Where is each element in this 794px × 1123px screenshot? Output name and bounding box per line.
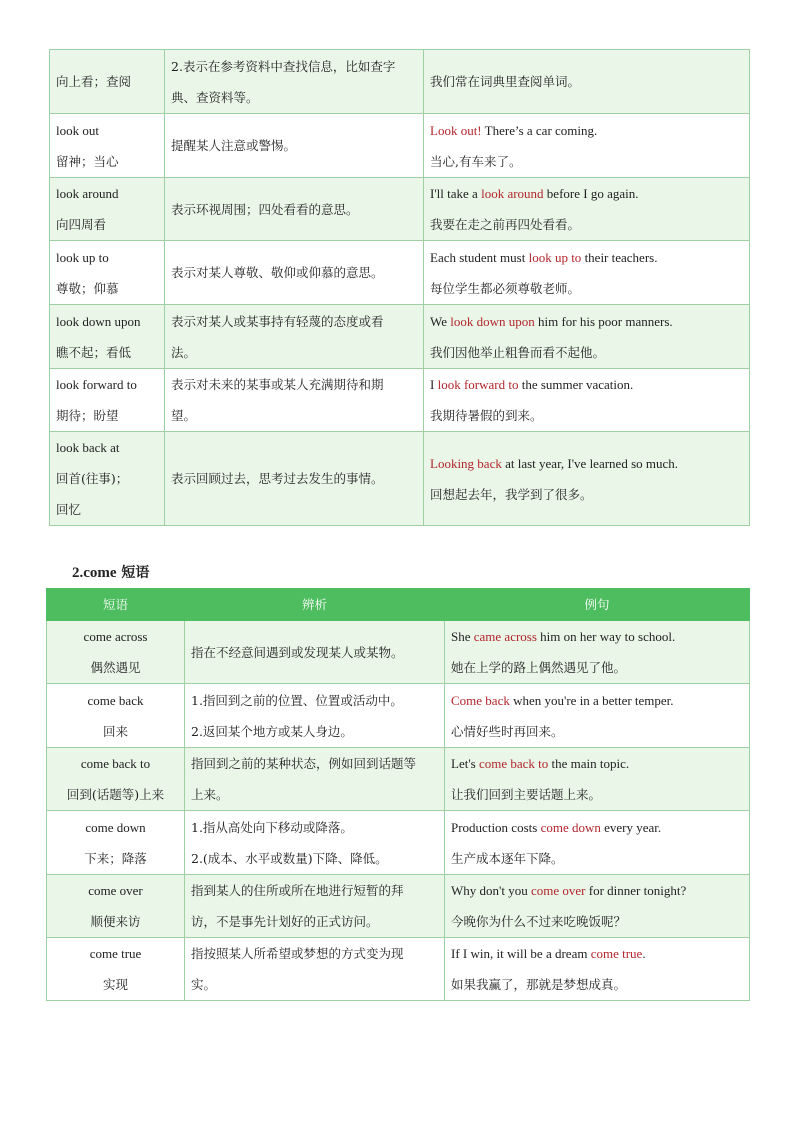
phrase-chinese: 向四周看 [56, 217, 107, 232]
highlighted-phrase: look around [481, 186, 544, 201]
meaning-line: 1.指从高处向下移动或降落。 [191, 819, 353, 835]
example-english [430, 369, 743, 400]
example-text: him on her way to school. [536, 629, 676, 644]
phrase-english: come true [89, 946, 142, 961]
example-text: Let's [451, 756, 479, 771]
meaning-cell [165, 369, 424, 432]
example-english [451, 621, 743, 652]
example-chinese: 如果我赢了，那就是梦想成真。 [451, 977, 627, 992]
highlighted-phrase: look down upon [450, 313, 535, 329]
table-row [50, 369, 750, 432]
meaning-line: 指按照某人所希望或梦想的方式变为现 [191, 946, 404, 961]
meaning-line: 提醒某人注意或警惕。 [171, 138, 297, 153]
example-chinese: 她在上学的路上偶然遇见了他。 [451, 660, 627, 675]
phrase-english: come across [83, 629, 148, 644]
meaning-cell [185, 621, 445, 684]
phrase-cell [47, 684, 185, 748]
meaning-cell [165, 241, 424, 305]
highlighted-phrase: Come back [451, 692, 510, 708]
table-row [47, 621, 750, 684]
example-text: every year. [600, 819, 662, 835]
phrase-english: come back [87, 692, 144, 708]
header-analysis: 辨析 [185, 589, 445, 621]
example-text: Each student must [430, 249, 529, 265]
phrase-english: look around [56, 186, 119, 201]
meaning-cell [165, 178, 424, 241]
meaning-cell [165, 305, 424, 369]
meaning-line: 2.(成本、水平或数量)下降、降低。 [191, 850, 388, 866]
header-example: 例句 [445, 589, 750, 621]
example-cell [424, 241, 750, 305]
phrase-cell [50, 432, 165, 526]
example-cell [424, 432, 750, 526]
table-row [50, 432, 750, 526]
example-english [451, 938, 743, 969]
example-chinese: 回想起去年，我学到了很多。 [430, 486, 593, 502]
meaning-line: 表示回顾过去，思考过去发生的事情。 [171, 471, 384, 486]
highlighted-phrase: Look out! [430, 122, 482, 138]
table-row [50, 50, 750, 114]
header-phrase: 短语 [47, 589, 185, 621]
meaning-line: 2.表示在参考资料中查找信息，比如查字 [171, 58, 396, 74]
example-text: the summer vacation. [518, 377, 634, 392]
example-text: at last year, I've learned so much. [501, 455, 679, 471]
example-text: for dinner tonight? [585, 883, 687, 898]
meaning-cell [165, 114, 424, 178]
meaning-cell [165, 50, 424, 114]
phrase-english: come down [85, 819, 146, 835]
meaning-line: 2.返回某个地方或某人身边。 [191, 723, 353, 739]
phrase-chinese: 尊敬；仰慕 [56, 280, 119, 296]
example-cell [424, 369, 750, 432]
highlighted-phrase: come back to [478, 756, 549, 771]
example-cell [445, 938, 750, 1001]
example-text: their teachers. [581, 249, 658, 265]
meaning-line: 法。 [171, 344, 197, 360]
example-english [430, 306, 743, 337]
highlighted-phrase: Looking back [430, 455, 502, 471]
example-text: him for his poor manners. [534, 313, 673, 329]
example-cell [445, 684, 750, 748]
meaning-line: 指在不经意间遇到或发现某人或某物。 [191, 644, 404, 660]
meaning-line: 上来。 [191, 787, 229, 802]
table-row [47, 748, 750, 811]
example-text: . [642, 946, 646, 961]
meaning-line: 望。 [171, 408, 197, 423]
meaning-line: 指到某人的住所或所在地进行短暂的拜 [191, 883, 404, 898]
phrase-chinese: 留神；当心 [56, 153, 119, 169]
example-text: when you're in a better temper. [509, 692, 674, 708]
example-chinese: 我要在走之前再四处看看。 [430, 217, 581, 232]
example-cell [424, 178, 750, 241]
section-title [72, 562, 149, 582]
table-row [50, 178, 750, 241]
example-chinese: 我们因他举止粗鲁而看不起他。 [430, 344, 606, 360]
table-row [50, 305, 750, 369]
meaning-cell [185, 811, 445, 875]
highlighted-phrase: look forward to [437, 377, 519, 392]
highlighted-phrase: came across [473, 629, 537, 644]
example-chinese: 今晚你为什么不过来吃晚饭呢？ [451, 914, 627, 929]
example-english [451, 685, 743, 716]
phrase-cell [47, 748, 185, 811]
phrase-english: look back at [56, 440, 120, 455]
phrase-cell [50, 369, 165, 432]
example-cell [424, 50, 750, 114]
meaning-line: 实。 [191, 977, 217, 992]
phrase-cell [47, 875, 185, 938]
phrase-chinese: 瞧不起；看低 [56, 344, 132, 360]
phrase-chinese-cont: 回忆 [56, 502, 82, 517]
phrase-chinese: 回到(话题等)上来 [66, 787, 165, 802]
phrase-cell [50, 178, 165, 241]
example-chinese: 当心,有车来了。 [430, 153, 522, 169]
example-text: She [451, 629, 474, 644]
example-chinese: 心情好些时再回来。 [451, 723, 564, 739]
meaning-cell [165, 432, 424, 526]
example-cell [445, 875, 750, 938]
table-row [47, 938, 750, 1001]
example-text: If I win, it will be a dream [451, 946, 591, 961]
highlighted-phrase: come true [590, 946, 643, 961]
meaning-cell [185, 684, 445, 748]
meaning-line: 访，不是事先计划好的正式访问。 [191, 914, 379, 929]
meaning-cell [185, 875, 445, 938]
example-english [430, 448, 743, 479]
phrase-english: look forward to [56, 377, 137, 392]
meaning-line: 表示对未来的某事或某人充满期待和期 [171, 377, 384, 392]
meaning-cell [185, 748, 445, 811]
phrase-cell [50, 241, 165, 305]
example-chinese: 我们常在词典里查阅单词。 [430, 74, 581, 89]
meaning-line: 表示对某人或某事持有轻蔑的态度或看 [171, 313, 384, 329]
phrase-english: come over [88, 883, 143, 898]
example-cell [445, 621, 750, 684]
example-cell [424, 305, 750, 369]
table-row [47, 875, 750, 938]
example-chinese: 让我们回到主要话题上来。 [451, 787, 602, 802]
phrase-chinese: 实现 [102, 977, 128, 992]
phrase-chinese: 向上看；查阅 [56, 74, 132, 89]
meaning-line: 1.指回到之前的位置、位置或活动中。 [191, 692, 403, 708]
phrase-english: look out [56, 122, 99, 138]
meaning-line: 表示环视周围；四处看看的意思。 [171, 201, 359, 217]
meaning-line: 表示对某人尊敬、敬仰或仰慕的意思。 [171, 265, 384, 280]
example-cell [424, 114, 750, 178]
example-english [451, 812, 743, 843]
example-text: the main topic. [548, 756, 630, 771]
example-text: We [430, 313, 451, 329]
example-cell [445, 748, 750, 811]
table-row [47, 684, 750, 748]
look-phrases-table [49, 49, 750, 526]
phrase-cell [47, 938, 185, 1001]
phrase-chinese: 偶然遇见 [90, 660, 141, 675]
example-text: I [430, 377, 438, 392]
phrase-english: come back to [80, 756, 151, 771]
section-number: 2.come [72, 565, 117, 581]
phrase-english: look down upon [56, 313, 141, 329]
example-text: There’s a car coming. [481, 122, 598, 138]
phrase-cell [50, 50, 165, 114]
phrase-english: look up to [56, 249, 109, 265]
example-english [430, 115, 743, 146]
table-row [50, 114, 750, 178]
phrase-chinese: 期待；盼望 [56, 408, 119, 423]
example-chinese: 每位学生都必须尊敬老师。 [430, 280, 581, 296]
highlighted-phrase: look up to [528, 249, 582, 265]
meaning-line: 典、查资料等。 [171, 89, 259, 105]
example-cell [445, 811, 750, 875]
example-english [451, 875, 743, 906]
section-heading: 短语 [116, 565, 150, 581]
example-text: before I go again. [543, 186, 639, 201]
phrase-chinese: 下来；降落 [84, 850, 147, 866]
meaning-line: 指回到之前的某种状态，例如回到话题等 [191, 756, 417, 771]
phrase-cell [47, 621, 185, 684]
example-text: Production costs [451, 819, 541, 835]
come-phrases-table [46, 588, 750, 1001]
phrase-chinese: 回首(往事)； [56, 471, 129, 486]
meaning-cell [185, 938, 445, 1001]
example-chinese: 生产成本逐年下降。 [451, 850, 564, 866]
phrase-cell [47, 811, 185, 875]
example-text: Why don't you [451, 883, 531, 898]
phrase-cell [50, 305, 165, 369]
phrase-chinese: 回来 [102, 723, 128, 739]
example-text: I'll take a [430, 186, 482, 201]
example-english [430, 178, 743, 209]
table-row [50, 241, 750, 305]
table-row [47, 811, 750, 875]
example-chinese: 我期待暑假的到来。 [430, 408, 543, 423]
phrase-cell [50, 114, 165, 178]
phrase-chinese: 顺便来访 [90, 914, 141, 929]
highlighted-phrase: come over [530, 883, 586, 898]
example-english [430, 242, 743, 273]
highlighted-phrase: come down [540, 819, 601, 835]
table-header-row [47, 589, 750, 621]
example-english [451, 748, 743, 779]
